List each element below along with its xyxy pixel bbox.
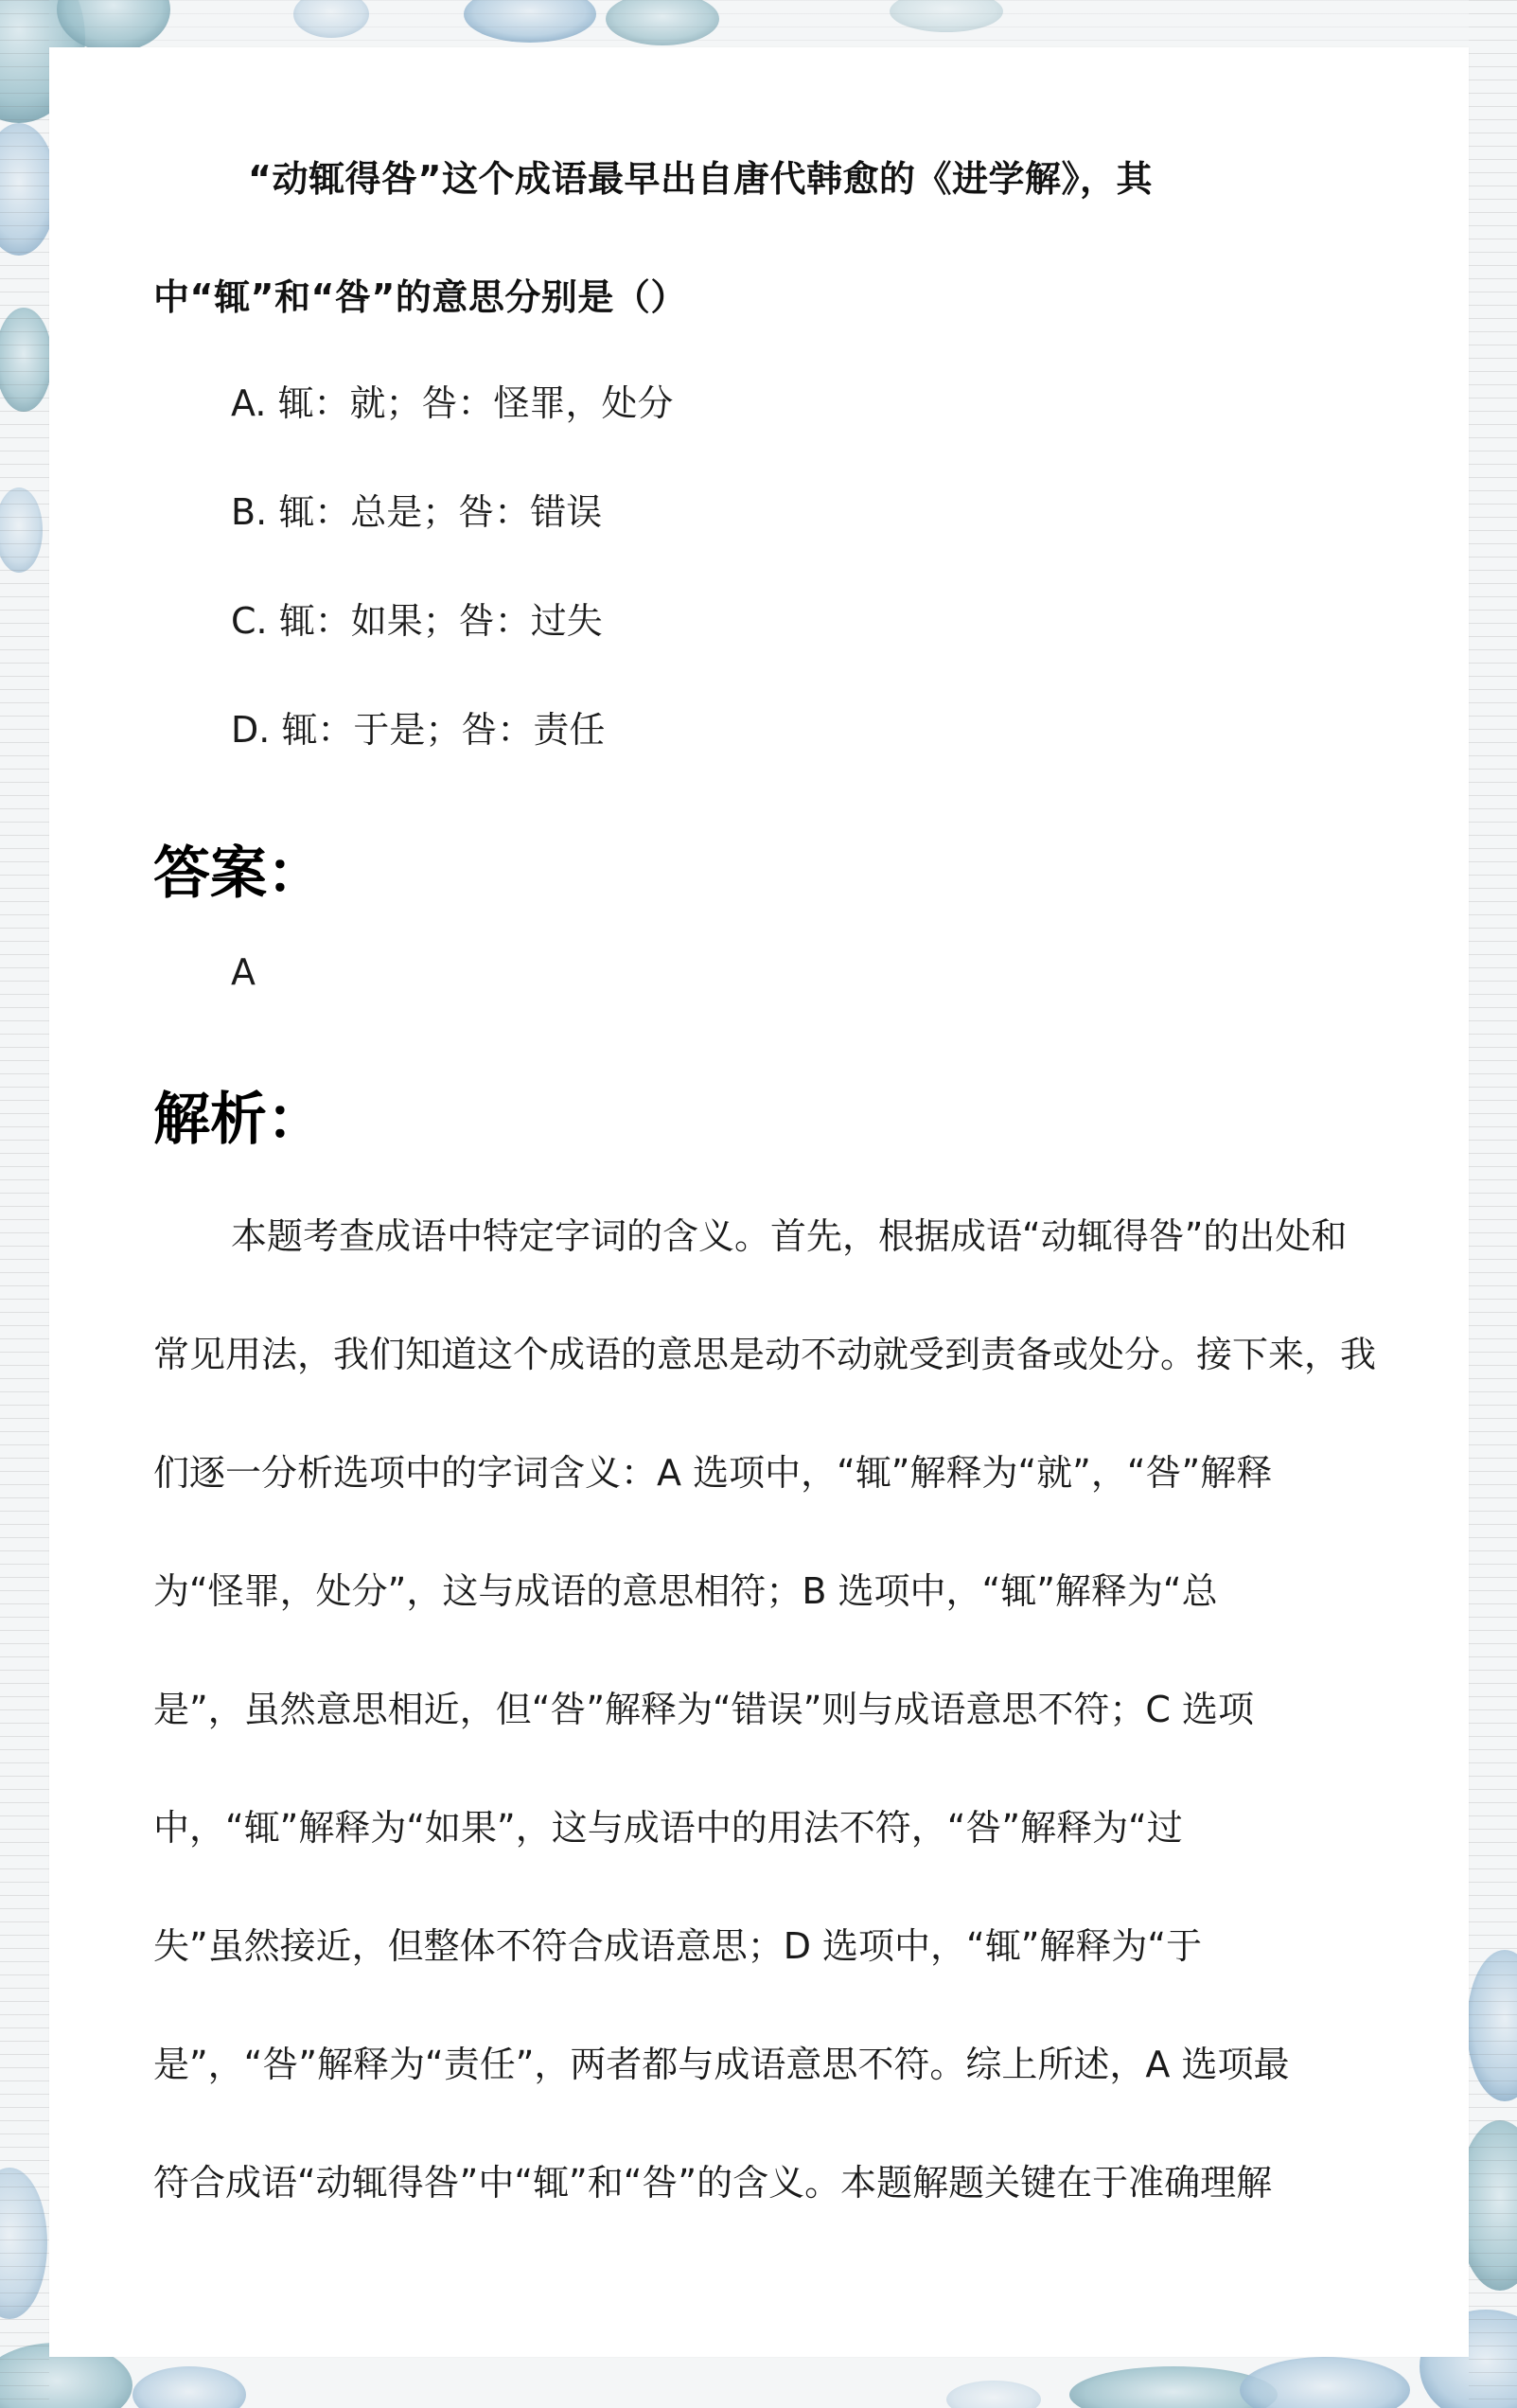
left-paper-texture: [0, 0, 49, 2408]
analysis-line-4: 为“怪罪，处分”，这与成语的意思相符；B 选项中，“辄”解释为“总: [153, 1570, 1218, 1612]
analysis-line-9: 符合成语“动辄得咎”中“辄”和“咎”的含义。本题解题关键在于准确理解: [153, 2162, 1273, 2204]
analysis-line-2: 常见用法，我们知道这个成语的意思是动不动就受到责备或处分。接下来，我: [153, 1334, 1377, 1375]
analysis-line-3: 们逐一分析选项中的字词含义：A 选项中，“辄”解释为“就”，“咎”解释: [153, 1452, 1273, 1494]
option-c: C. 辄：如果；咎：过失: [231, 600, 603, 642]
top-paper-texture: [49, 0, 1469, 47]
option-a: A. 辄：就；咎：怪罪，处分: [231, 382, 674, 424]
question-line-1: “动辄得咎”这个成语最早出自唐代韩愈的《进学解》，其: [248, 158, 1153, 200]
analysis-line-7: 失”虽然接近，但整体不符合成语意思；D 选项中，“辄”解释为“于: [153, 1925, 1203, 1967]
question-line-2: 中“辄”和“咎”的意思分别是（）: [153, 276, 687, 318]
option-d: D. 辄：于是；咎：责任: [231, 709, 606, 751]
analysis-line-6: 中，“辄”解释为“如果”，这与成语中的用法不符，“咎”解释为“过: [153, 1807, 1183, 1849]
answer-value: A: [231, 951, 256, 993]
analysis-line-5: 是”，虽然意思相近，但“咎”解释为“错误”则与成语意思不符；C 选项: [153, 1689, 1255, 1730]
option-b: B. 辄：总是；咎：错误: [231, 491, 603, 533]
document-page: [49, 47, 1469, 2357]
right-paper-texture: [1469, 0, 1517, 2408]
answer-heading: 答案：: [153, 841, 324, 907]
analysis-heading: 解析：: [153, 1087, 324, 1153]
analysis-line-1: 本题考查成语中特定字词的含义。首先，根据成语“动辄得咎”的出处和: [231, 1215, 1348, 1257]
analysis-line-8: 是”，“咎”解释为“责任”，两者都与成语意思不符。综上所述，A 选项最: [153, 2044, 1290, 2085]
